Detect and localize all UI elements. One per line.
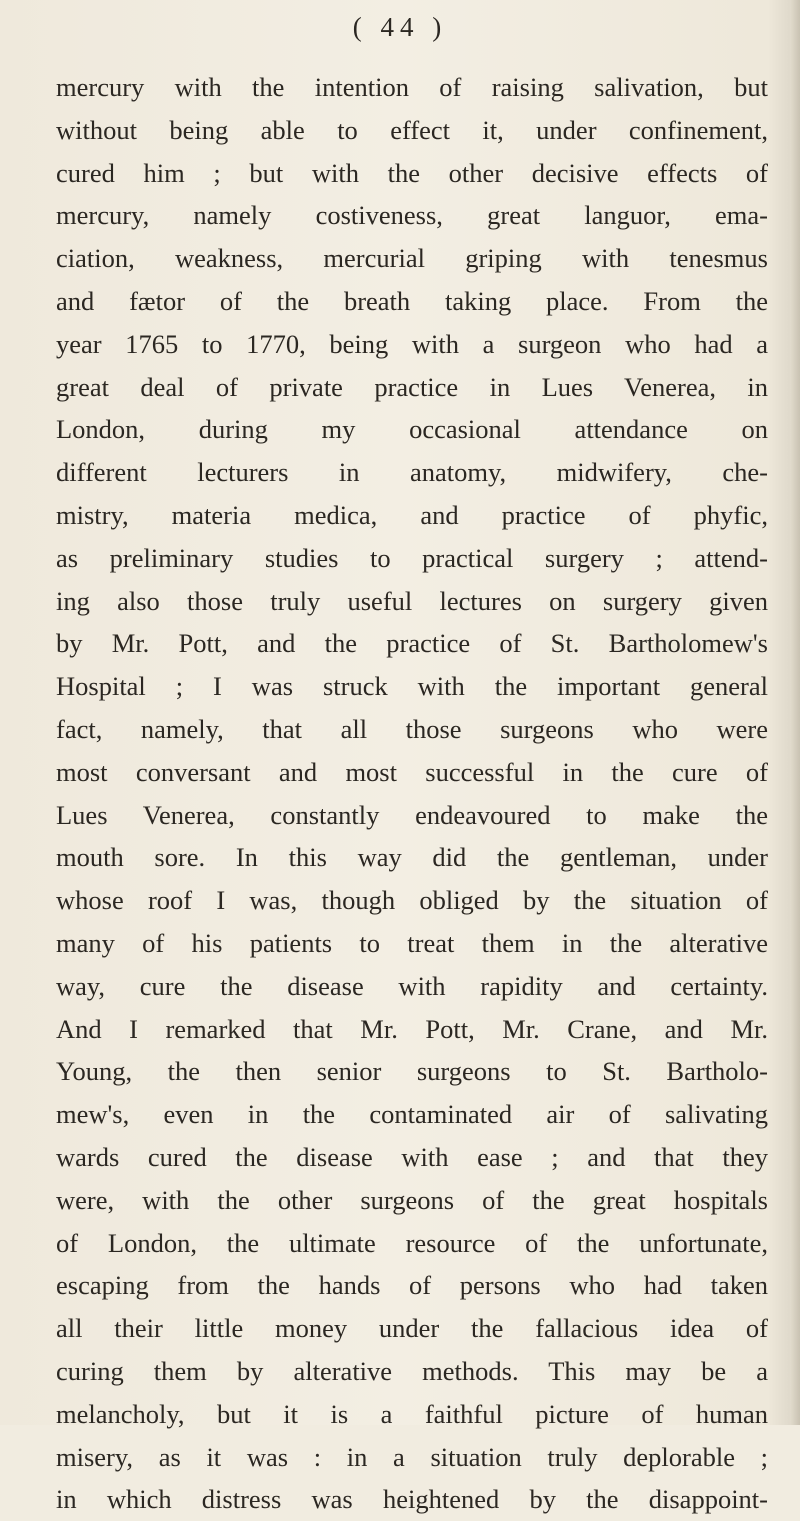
text-line: all their little money under the fallacious idea of: [56, 1313, 768, 1344]
text-line: misery, as it was : in a situation truly deplorable ;: [56, 1441, 768, 1472]
text-line: Hospital ; I was struck with the important general: [56, 671, 768, 702]
text-line: mouth sore. In this way did the gentleman, under: [56, 842, 768, 873]
text-line: ciation, weakness, mercurial griping with tenesmus: [56, 243, 768, 274]
text-line: whose roof I was, though obliged by the situation of: [56, 885, 768, 916]
text-line: fact, namely, that all those surgeons who were: [56, 713, 768, 744]
text-line: mercury with the intention of raising salivation, but: [56, 72, 768, 102]
text-line: most conversant and most successful in the cure of: [56, 756, 768, 787]
text-line: Young, the then senior surgeons to St. Bartholo-: [56, 1056, 768, 1087]
text-line: ing also those truly useful lectures on surgery given: [56, 585, 768, 616]
text-line: year 1765 to 1770, being with a surgeon who had a: [56, 328, 768, 359]
text-line: Lues Venerea, constantly endeavoured to make the: [56, 799, 768, 830]
text-line: mercury, namely costiveness, great languor, ema-: [56, 200, 768, 231]
text-line: way, cure the disease with rapidity and certainty.: [56, 970, 768, 1001]
text-line: were, with the other surgeons of the great hospitals: [56, 1184, 768, 1215]
text-line: of London, the ultimate resource of the unfortunate,: [56, 1227, 768, 1258]
text-line: in which distress was heightened by the disappoint-: [56, 1484, 768, 1515]
text-line: as preliminary studies to practical surgery ; attend-: [56, 542, 768, 573]
text-line: different lecturers in anatomy, midwifery, che-: [56, 457, 768, 488]
text-line: cured him ; but with the other decisive effects of: [56, 157, 768, 188]
text-line: curing them by alterative methods. This may be a: [56, 1355, 768, 1386]
text-line: mew's, even in the contaminated air of salivating: [56, 1099, 768, 1130]
text-line: London, during my occasional attendance on: [56, 414, 768, 445]
text-line: many of his patients to treat them in the alterative: [56, 927, 768, 958]
text-line: great deal of private practice in Lues Venerea, in: [56, 371, 768, 402]
text-line: without being able to effect it, under confinement,: [56, 114, 768, 145]
page-edge: [790, 0, 800, 1425]
text-line: melancholy, but it is a faithful picture of human: [56, 1398, 768, 1429]
text-line: wards cured the disease with ease ; and that they: [56, 1141, 768, 1172]
body-text: [56, 66, 768, 1521]
text-line: by Mr. Pott, and the practice of St. Bartholomew's: [56, 628, 768, 659]
text-line: escaping from the hands of persons who had taken: [56, 1270, 768, 1301]
text-line: and fætor of the breath taking place. From the: [56, 285, 768, 316]
text-line: mistry, materia medica, and practice of phyfic,: [56, 499, 768, 530]
page-number: ( 44 ): [352, 12, 448, 42]
text-line: And I remarked that Mr. Pott, Mr. Crane, and Mr.: [56, 1013, 768, 1044]
